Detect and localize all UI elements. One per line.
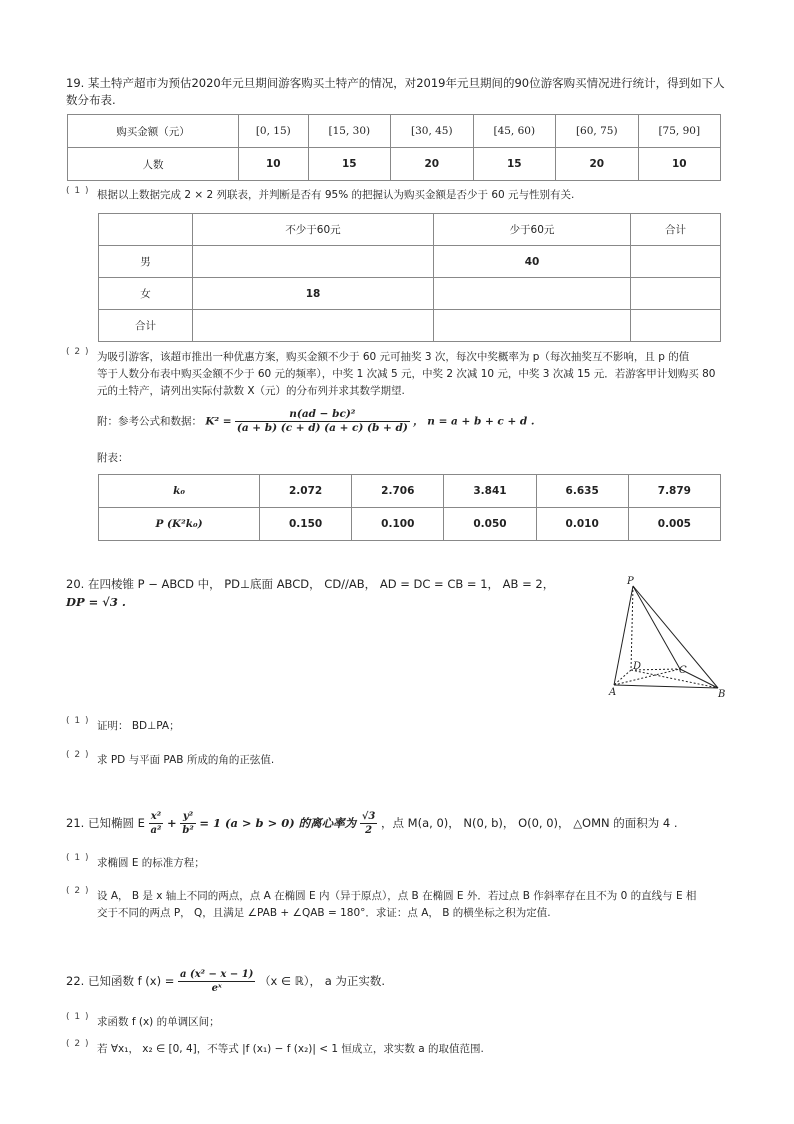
q19-part2-line1: 为吸引游客，该超市推出一种优惠方案，购买金额不少于 60 元可抽奖 3 次，每次中奖概率为 p（每次抽奖互不影响，且 p 的值 bbox=[97, 351, 690, 363]
edge-PD-hidden bbox=[631, 586, 633, 670]
table1-interval: [30, 45) bbox=[391, 115, 473, 148]
formula-denominator: (a + b) (c + d) (a + c) (b + d) bbox=[236, 422, 408, 434]
table3-header-k: k₀ bbox=[99, 475, 260, 508]
formula-numerator: n(ad − bc)² bbox=[235, 408, 410, 422]
table2-cell bbox=[193, 310, 434, 342]
ellipse-x-num: x² bbox=[149, 810, 164, 824]
function-fraction bbox=[178, 968, 255, 995]
q22-title-pre: 22. 已知函数 f (x) = bbox=[66, 974, 175, 988]
table3-p-value: 0.010 bbox=[536, 508, 628, 541]
table3-p-value: 0.050 bbox=[444, 508, 536, 541]
table2-cell bbox=[631, 310, 721, 342]
ecc-den: 2 bbox=[365, 825, 373, 836]
table1-interval: [0, 15) bbox=[239, 115, 309, 148]
table2-row-label: 男 bbox=[99, 246, 193, 278]
table2-cell: 18 bbox=[193, 278, 434, 310]
q21-title-post: ，点 M(a, 0)， N(0, b)， O(0, 0)， △OMN 的面积为 4 . bbox=[381, 816, 678, 830]
q21-part1-text: 求椭圆 E 的标准方程； bbox=[97, 857, 205, 869]
table2-cell bbox=[434, 310, 631, 342]
table2-header: 不少于60元 bbox=[193, 214, 434, 246]
table1-header-amount: 购买金额（元） bbox=[68, 115, 239, 148]
ellipse-y-num: y² bbox=[180, 810, 195, 824]
q22-part1-number: ( 1 ) bbox=[66, 1012, 90, 1022]
q19-part1-number: ( 1 ) bbox=[66, 186, 90, 196]
q19-part1-text: 根据以上数据完成 2 × 2 列联表，并判断是否有 95% 的把握认为购买金额是否少于 60 元与性别有关. bbox=[97, 189, 575, 201]
table2-cell: 40 bbox=[434, 246, 631, 278]
q22-part1-text: 求函数 f (x) 的单调区间； bbox=[97, 1016, 220, 1028]
q20-part1-number: ( 1 ) bbox=[66, 716, 90, 726]
table3-k-value: 6.635 bbox=[536, 475, 628, 508]
q22-part2-text: 若 ∀x₁， x₂ ∈ [0, 4]，不等式 |f (x₁) − f (x₂)| < 1 恒成立，求实数 a 的取值范围. bbox=[97, 1043, 484, 1055]
ellipse-x-fraction bbox=[149, 810, 164, 837]
q20-part2-number: ( 2 ) bbox=[66, 750, 90, 760]
func-num: a (x² − x − 1) bbox=[180, 969, 254, 980]
q22-part2-number: ( 2 ) bbox=[66, 1039, 90, 1049]
table2-row-label: 女 bbox=[99, 278, 193, 310]
table2-cell bbox=[631, 278, 721, 310]
q20-part1-text: 证明： BD⊥PA； bbox=[97, 720, 180, 732]
table1-count: 10 bbox=[239, 148, 309, 181]
formula-prefix: 附：参考公式和数据： bbox=[97, 415, 202, 428]
q21-ellipse-eq: = 1 (a > b > 0) 的离心率为 bbox=[199, 816, 357, 830]
q21-title: 21. 已知椭圆 E $\frac{\text{x²}}{\text{a²}}$ + $\frac{\text{y²}}{\text{b²}}$ = 1 (a > b > 0) 的离心率为 $\frac{√3}{2}$ ，点 M(a, 0)， N(0, b)， O(0, 0)， △OMN 的面积为 4 . bbox=[66, 811, 678, 836]
q21-part2-line1: 设 A， B 是 x 轴上不同的两点，点 A 在椭圆 E 内（异于原点），点 B 在椭圆 E 外．若过点 B 作斜率存在且不为 0 的直线与 E 相 bbox=[97, 890, 697, 902]
table2-corner bbox=[99, 214, 193, 246]
edge-AC-hidden bbox=[614, 669, 680, 685]
label-B: B bbox=[718, 689, 726, 700]
q19-title-line2: 数分布表. bbox=[66, 93, 116, 107]
q20-title-line2: DP = √3 . bbox=[66, 595, 126, 609]
table1-interval: [75, 90] bbox=[638, 115, 721, 148]
pyramid-figure bbox=[600, 572, 735, 700]
edge-PC bbox=[633, 586, 680, 669]
table3-p-value: 0.100 bbox=[352, 508, 444, 541]
table3-k-value: 3.841 bbox=[444, 475, 536, 508]
q22-title bbox=[66, 968, 385, 995]
q22-title-post: （x ∈ ℝ）， a 为正实数. bbox=[259, 974, 386, 988]
table1-interval: [45, 60) bbox=[473, 115, 555, 148]
q19-formula bbox=[97, 408, 535, 435]
formula-fraction bbox=[235, 408, 410, 435]
ellipse-y-fraction bbox=[180, 810, 195, 837]
edge-PB bbox=[633, 586, 718, 688]
q19-part2-line3: 元的土特产，请列出实际付款数 X（元）的分布列并求其数学期望. bbox=[97, 385, 405, 397]
label-P: P bbox=[627, 576, 634, 587]
q19-critical-value-table bbox=[98, 474, 721, 541]
table2-row-label: 合计 bbox=[99, 310, 193, 342]
q19-title-line1: 19. 某土特产超市为预估2020年元旦期间游客购买土特产的情况，对2019年元旦期间的90位游客购买情况进行统计，得到如下人 bbox=[66, 76, 725, 90]
q21-part1-number: ( 1 ) bbox=[66, 853, 90, 863]
label-A: A bbox=[609, 687, 617, 698]
table1-count: 15 bbox=[308, 148, 390, 181]
edge-AB bbox=[614, 685, 718, 688]
q21-title-pre: 21. 已知椭圆 E bbox=[66, 816, 145, 830]
q20-title-line1: 20. 在四棱锥 P − ABCD 中， PD⊥底面 ABCD， CD//AB， AD = DC = CB = 1， AB = 2， bbox=[66, 577, 555, 591]
ellipse-y-den: b² bbox=[182, 825, 194, 836]
table3-p-value: 0.150 bbox=[260, 508, 352, 541]
q21-part2-line2: 交于不同的两点 P， Q，且满足 ∠PAB + ∠QAB = 180°．求证：点 A， B 的横坐标之积为定值. bbox=[97, 907, 551, 919]
table2-header: 少于60元 bbox=[434, 214, 631, 246]
q21-part2-number: ( 2 ) bbox=[66, 886, 90, 896]
table1-interval: [60, 75) bbox=[556, 115, 638, 148]
q20-part2-text: 求 PD 与平面 PAB 所成的角的正弦值. bbox=[97, 754, 275, 766]
q19-part2-line2: 等于人数分布表中购买金额不少于 60 元的频率），中奖 1 次减 5 元，中奖 2 次减 10 元，中奖 3 次减 15 元．若游客甲计划购买 80 bbox=[97, 368, 716, 380]
label-D: D bbox=[633, 661, 642, 672]
q19-appendix-label: 附表： bbox=[97, 452, 129, 464]
table3-k-value: 7.879 bbox=[628, 475, 720, 508]
table2-cell bbox=[434, 278, 631, 310]
table1-count: 10 bbox=[638, 148, 721, 181]
table3-k-value: 2.706 bbox=[352, 475, 444, 508]
table3-header-p: P (K²k₀) bbox=[99, 508, 260, 541]
table2-cell bbox=[193, 246, 434, 278]
func-den: eˣ bbox=[211, 983, 222, 994]
table2-header: 合计 bbox=[631, 214, 721, 246]
table3-k-value: 2.072 bbox=[260, 475, 352, 508]
table2-cell bbox=[631, 246, 721, 278]
formula-lhs: K² = bbox=[205, 415, 232, 428]
q19-part2-number: ( 2 ) bbox=[66, 347, 90, 357]
ellipse-x-den: a² bbox=[150, 825, 162, 836]
table1-count: 15 bbox=[473, 148, 555, 181]
table1-count: 20 bbox=[556, 148, 638, 181]
table1-header-people: 人数 bbox=[68, 148, 239, 181]
q19-contingency-table bbox=[98, 213, 721, 342]
table1-count: 20 bbox=[391, 148, 473, 181]
q19-distribution-table bbox=[67, 114, 721, 181]
label-C: C bbox=[679, 665, 687, 676]
ecc-num: √3 bbox=[361, 811, 376, 822]
formula-tail: ， n = a + b + c + d . bbox=[413, 415, 535, 428]
table1-interval: [15, 30) bbox=[308, 115, 390, 148]
eccentricity-fraction bbox=[360, 810, 378, 837]
table3-p-value: 0.005 bbox=[628, 508, 720, 541]
